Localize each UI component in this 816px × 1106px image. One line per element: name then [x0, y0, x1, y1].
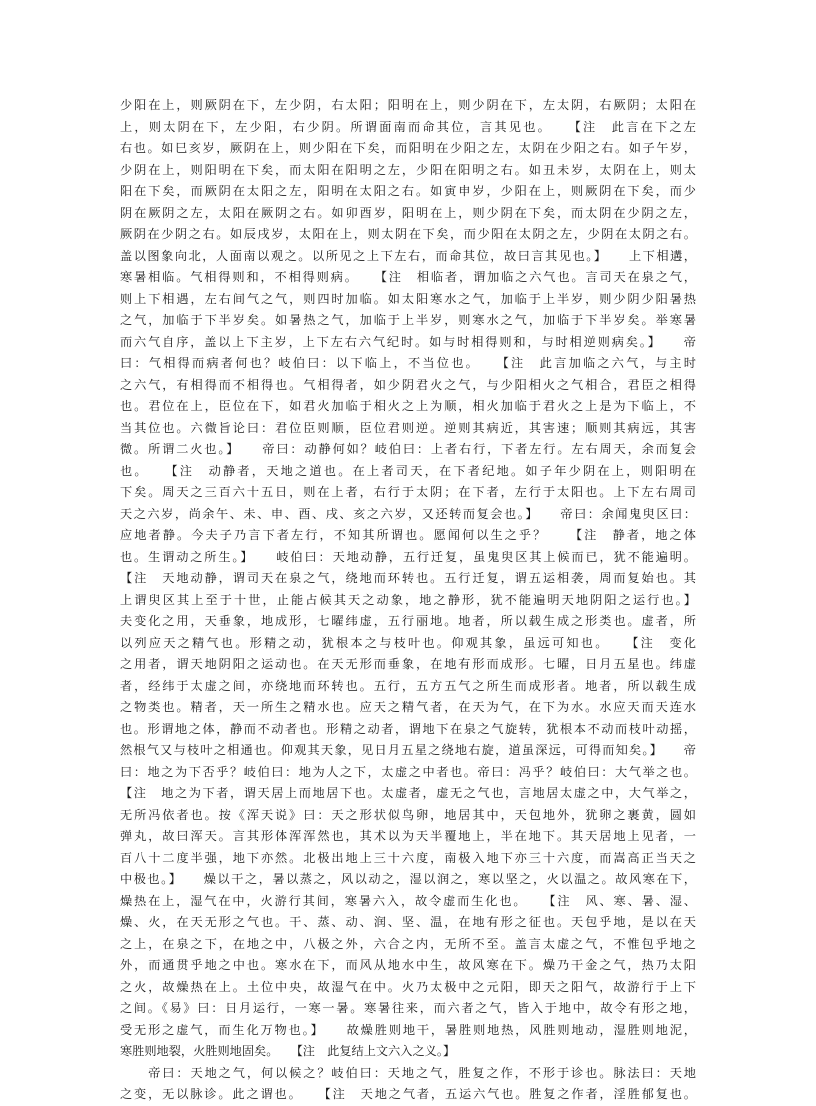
text-line: 中极也。】 燥以干之，暑以蒸之，风以动之，湿以润之，寒以坚之，火以温之。故风寒在下， — [120, 872, 696, 886]
text-line: 之火，故燥热在上。土位中央，故湿气在中。火乃太极中之元阳，即天之阳气，故游行于上下 — [120, 979, 696, 994]
text-line: 盖以图象向北，人面南以观之。以所见之上下左右，而命其位，故曰言其见也。】 上下相遘， — [120, 248, 696, 263]
text-line: 【注 天地动静，谓司天在泉之气，绕地而环转也。五行迁复，谓五运相袭，周而复始也。其 — [120, 571, 696, 585]
document-page — [120, 95, 696, 1101]
text-line: 寒胜则地裂，火胜则地固矣。 【注 此复结上文六入之义。】 — [120, 1044, 456, 1058]
text-line: 以列应天之精气也。形精之动，犹根本之与枝叶也。仰观其象，虽远可知也。 【注 变化 — [120, 635, 696, 650]
text-line: 之间。《易》曰：日月运行，一寒一暑。寒暑往来，而六者之气，皆入于地中，故令有形之地， — [120, 1001, 696, 1015]
text-line: 上，则太阴在下，左少阳，右少阴。所谓面南而命其位，言其见也。 【注 此言在下之左 — [120, 119, 696, 134]
text-line: 也。生谓动之所生。】 岐伯曰：天地动静，五行迁复，虽鬼臾区其上候而已，犹不能遍明。 — [120, 549, 696, 564]
text-line: 少阴在上，则阳明在下矣，而太阳在阳明之左，少阳在阳明之右。如丑未岁，太阴在上，则太 — [120, 162, 696, 177]
text-line: 曰：气相得而病者何也？岐伯曰：以下临上，不当位也。 【注 此言加临之六气，与主时 — [120, 356, 696, 370]
text-line: 帝曰：天地之气，何以候之？岐伯曰：天地之气，胜复之作，不形于诊也。脉法曰：天地 — [120, 1065, 696, 1080]
text-line: 百八十二度半强，地下亦然。北极出地上三十六度，南极入地下亦三十六度，而嵩高正当天之 — [120, 850, 696, 865]
text-line: 阴在厥阴之左，太阳在厥阴之右。如卯酉岁，阳明在上，则少阴在下矣，而太阴在少阴之左， — [120, 205, 696, 220]
text-line: 也。 【注 动静者，天地之道也。在上者司天，在下者纪地。如子年少阴在上，则阳明在 — [120, 463, 696, 478]
text-line: 当其位也。六微旨论曰：君位臣则顺，臣位君则逆。逆则其病近，其害速；顺则其病远，其害 — [120, 420, 696, 435]
text-line: 下矣。周天之三百六十五日，则在上者，右行于太阴；在下者，左行于太阳也。上下左右周司 — [120, 485, 696, 499]
text-line: 应地者静。今夫子乃言下者左行，不知其所谓也。愿闻何以生之乎？ 【注 静者，地之体 — [120, 528, 696, 542]
text-line: 少阳在上，则厥阴在下，左少阴，右太阳；阳明在上，则少阴在下，左太阴，右厥阴；太阳在 — [120, 98, 696, 112]
text-line: 之气，加临于下半岁矣。如暑热之气，加临于上半岁，则寒水之气，加临于下半岁矣。举寒暑 — [120, 313, 696, 327]
text-line: 燥热在上，湿气在中，火游行其间，寒暑六入，故令虚而生化也。 【注 风、寒、暑、湿、 — [120, 893, 696, 908]
text-line: 而六气自序，盖以上下主岁，上下左右六气纪时。如与时相得则和，与时相逆则病矣。】 帝 — [120, 334, 696, 349]
text-line: 厥阴在少阴之右。如辰戌岁，太阳在上，则太阴在下矣，而少阳在太阴之左，少阴在太阴之右。 — [120, 227, 696, 241]
text-line: 之用者，谓天地阴阳之运动也。在天无形而垂象，在地有形而成形。七曜，日月五星也。纬虚 — [120, 657, 696, 671]
text-line: 天之六岁，尚余午、未、申、酉、戌、亥之六岁，又还转而复会也。】 帝曰：余闻鬼臾区曰： — [120, 506, 696, 521]
text-line: 上谓臾区其上至于十世，止能占候其天之动象，地之静形，犹不能遍明天地阴阳之运行也。】 — [120, 592, 696, 607]
text-line: 阳在下矣，而厥阴在太阳之左，阳明在太阳之右。如寅申岁，少阳在上，则厥阴在下矣，而少 — [120, 184, 696, 198]
text-line: 微。所谓二火也。】 帝曰：动静何如？岐伯曰：上者右行，下者左行。左右周天，余而复会 — [120, 442, 696, 456]
text-line: 之六气，有相得而不相得也。气相得者，如少阴君火之气，与少阳相火之气相合，君臣之相得 — [120, 377, 696, 392]
text-line: 右也。如巳亥岁，厥阴在上，则少阳在下矣，而阳明在少阳之左，太阴在少阳之右。如子午岁， — [120, 141, 696, 155]
text-line: 曰：地之为下否乎？岐伯曰：地为人之下，太虚之中者也。帝曰：冯乎？岐伯曰：大气举之也。 — [120, 764, 696, 779]
text-line: 【注 地之为下者，谓天居上而地居下也。太虚者，虚无之气也，言地居太虚之中，大气举之， — [120, 786, 696, 800]
text-line: 之上，在泉之下，在地之中，八极之外，六合之内，无所不至。盖言太虚之气，不惟包乎地之 — [120, 936, 696, 951]
text-line: 之物类也。精者，天一所生之精水也。应天之精气者，在天为气，在下为水。水应天而天连水 — [120, 700, 696, 714]
text-line: 则上下相遇，左右间气之气，则四时加临。如太阳寒水之气，加临于上半岁，则少阴少阳暑热 — [120, 291, 696, 306]
text-line: 然根气又与枝叶之相通也。仰观其天象，见日月五星之绕地右旋，道虽深远，可得而知矣。】 帝 — [120, 743, 696, 757]
text-line: 也。君位在上，臣位在下，如君火加临于相火之上为顺，相火加临于君火之上是为下临上，不 — [120, 399, 696, 413]
text-line: 受无形之虚气，而生化万物也。】 故燥胜则地干，暑胜则地热，风胜则地动，湿胜则地泥， — [120, 1022, 696, 1037]
text-line: 燥、火，在天无形之气也。干、蒸、动、润、坚、温，在地有形之征也。天包乎地，是以在天 — [120, 915, 696, 929]
text-line: 弹丸，故曰浑天。言其形体浑浑然也，其术以为天半覆地上，半在地下。其天居地上见者，一 — [120, 829, 696, 843]
text-line: 者，经纬于太虚之间，亦绕地而环转也。五行，五方五气之所生而成形者。地者，所以载生成 — [120, 678, 696, 693]
text-line: 外，而通贯乎地之中也。寒水在下，而风从地水中生，故风寒在下。燥乃干金之气，热乃太阳 — [120, 958, 696, 972]
text-line: 也。形谓地之体，静而不动者也。形精之动者，谓地下在泉之气旋转，犹根本不动而枝叶动摇， — [120, 721, 696, 736]
text-line: 寒暑相临。气相得则和，不相得则病。 【注 相临者，谓加临之六气也。言司天在泉之气， — [120, 270, 696, 284]
text-line: 之变，无以脉诊。此之谓也。 【注 天地之气者，五运六气也。胜复之作者，淫胜郁复也。 — [120, 1087, 696, 1101]
text-line: 夫变化之用，天垂象，地成形，七曜纬虚，五行丽地。地者，所以载生成之形类也。虚者，所 — [120, 614, 696, 628]
text-line: 无所冯依者也。按《浑天说》曰：天之形状似鸟卵，地居其中，天包地外，犹卵之裹黄，圆如 — [120, 807, 696, 822]
